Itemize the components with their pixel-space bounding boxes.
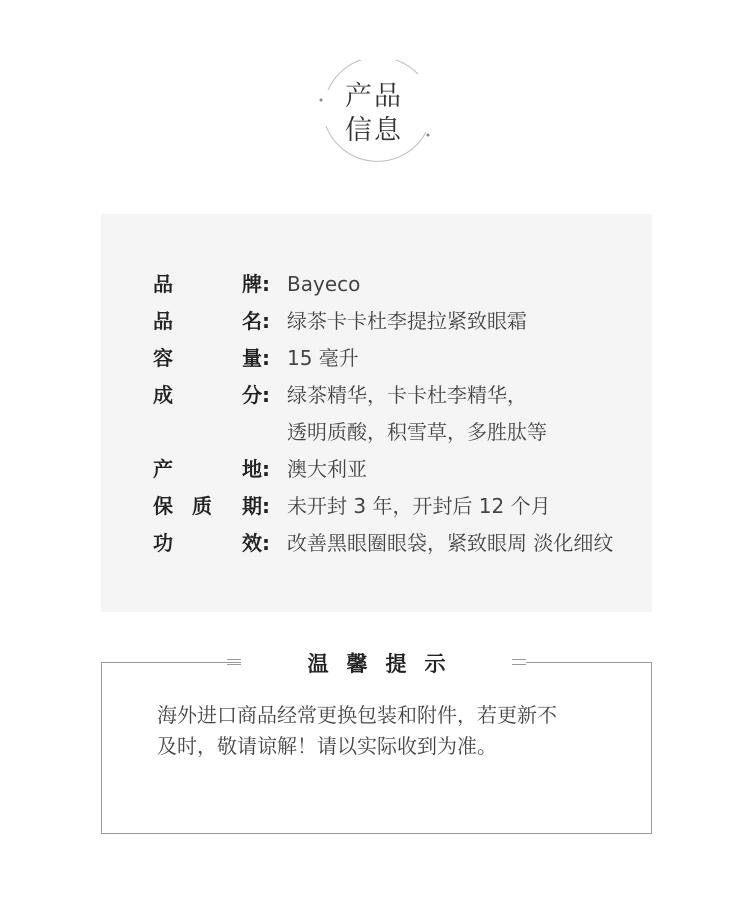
info-row-shelf-life bbox=[153, 488, 551, 525]
label-part-b: 牌: bbox=[242, 272, 270, 296]
value-line: 改善黑眼圈眼袋，紧致眼周 淡化细纹 bbox=[287, 531, 614, 555]
info-label bbox=[153, 451, 270, 488]
tip-line-1: 海外进口商品经常更换包装和附件，若更新不 bbox=[157, 703, 557, 727]
info-label bbox=[153, 266, 270, 303]
product-info-panel bbox=[101, 214, 652, 612]
info-row-ingredients bbox=[153, 377, 547, 451]
value-line: 绿茶精华，卡卡杜李精华， bbox=[287, 383, 527, 407]
info-value bbox=[287, 340, 359, 377]
label-part-b: 量: bbox=[242, 346, 270, 370]
tip-title: 温馨提示 bbox=[307, 652, 464, 676]
title-badge bbox=[318, 60, 430, 172]
info-row-name bbox=[153, 303, 527, 340]
tip-line-2: 及时，敬请谅解！请以实际收到为准。 bbox=[157, 734, 497, 758]
label-part-a: 容 bbox=[153, 346, 173, 370]
info-label bbox=[153, 525, 270, 562]
page-title bbox=[318, 80, 430, 148]
value-line: Bayeco bbox=[287, 272, 361, 296]
tip-body bbox=[157, 700, 617, 762]
value-line: 15 毫升 bbox=[287, 346, 359, 370]
value-line: 绿茶卡卡杜李提拉紧致眼霜 bbox=[287, 309, 527, 333]
tip-box bbox=[101, 662, 652, 834]
value-line: 透明质酸，积雪草，多胜肽等 bbox=[287, 420, 547, 444]
label-part-a: 保 质 bbox=[153, 494, 218, 518]
label-part-b: 期: bbox=[242, 494, 270, 518]
info-value bbox=[287, 488, 551, 525]
info-row-brand bbox=[153, 266, 360, 303]
info-label bbox=[153, 303, 270, 340]
label-part-b: 名: bbox=[242, 309, 270, 333]
info-value bbox=[287, 451, 367, 488]
label-part-b: 地: bbox=[242, 457, 270, 481]
label-part-a: 品 bbox=[153, 309, 173, 333]
value-line: 澳大利亚 bbox=[287, 457, 367, 481]
info-label bbox=[153, 340, 270, 377]
value-line: 未开封 3 年，开封后 12 个月 bbox=[287, 494, 551, 518]
label-part-a: 品 bbox=[153, 272, 173, 296]
label-part-a: 功 bbox=[153, 531, 173, 555]
label-part-a: 成 bbox=[153, 383, 173, 407]
info-row-efficacy bbox=[153, 525, 613, 562]
info-value bbox=[287, 266, 360, 303]
title-line-2: 信息 bbox=[345, 115, 403, 146]
info-value bbox=[287, 525, 613, 562]
label-part-a: 产 bbox=[153, 457, 173, 481]
info-row-volume bbox=[153, 340, 359, 377]
info-row-origin bbox=[153, 451, 367, 488]
info-value bbox=[287, 303, 527, 340]
label-part-b: 分: bbox=[242, 383, 270, 407]
label-part-b: 效: bbox=[242, 531, 270, 555]
info-label bbox=[153, 377, 270, 414]
title-line-1: 产品 bbox=[345, 81, 403, 112]
info-label bbox=[153, 488, 270, 525]
tip-header bbox=[101, 646, 652, 676]
info-value bbox=[287, 377, 547, 451]
